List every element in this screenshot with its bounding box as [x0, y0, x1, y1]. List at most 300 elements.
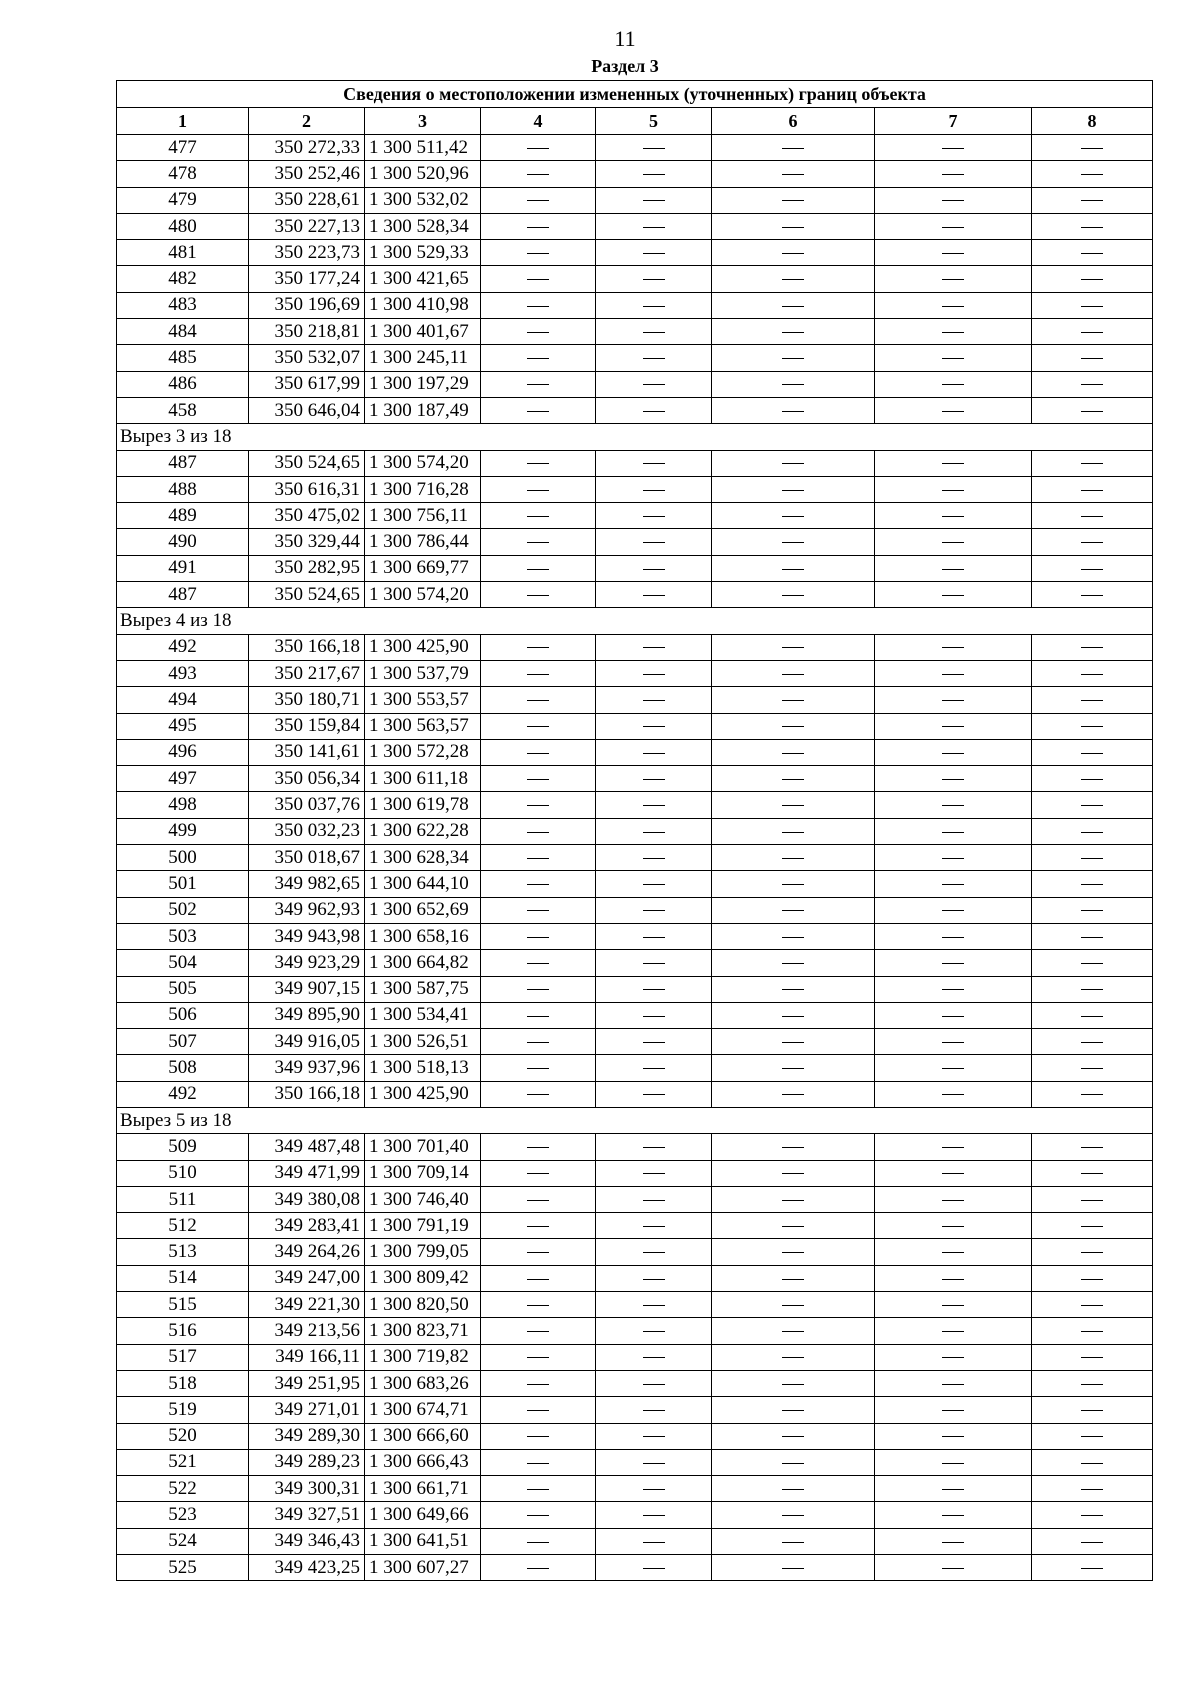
- empty-mark: [782, 1094, 804, 1095]
- empty-value-cell: [596, 713, 712, 739]
- empty-value-cell: [712, 529, 875, 555]
- empty-mark: [527, 989, 549, 990]
- empty-value-cell: [596, 1239, 712, 1265]
- empty-value-cell: [596, 1423, 712, 1449]
- empty-mark: [942, 1016, 964, 1017]
- empty-value-cell: [596, 555, 712, 581]
- empty-value-cell: [481, 240, 596, 266]
- empty-value-cell: [481, 529, 596, 555]
- y-coordinate-cell: 1 300 746,40: [365, 1186, 481, 1212]
- empty-value-cell: [481, 739, 596, 765]
- y-coordinate-cell: 1 300 526,51: [365, 1029, 481, 1055]
- x-coordinate-cell: 349 300,31: [249, 1476, 365, 1502]
- empty-mark: [942, 227, 964, 228]
- empty-mark: [527, 1252, 549, 1253]
- empty-mark: [527, 516, 549, 517]
- empty-value-cell: [481, 1213, 596, 1239]
- empty-mark: [527, 200, 549, 201]
- point-number-cell: 517: [117, 1344, 249, 1370]
- empty-mark: [782, 200, 804, 201]
- empty-value-cell: [1032, 1344, 1153, 1370]
- table-row: [117, 1239, 1153, 1265]
- empty-mark: [782, 174, 804, 175]
- y-coordinate-cell: 1 300 574,20: [365, 582, 481, 608]
- point-number-cell: 519: [117, 1397, 249, 1423]
- empty-mark: [643, 1147, 665, 1148]
- empty-mark: [643, 595, 665, 596]
- point-number-cell: 477: [117, 135, 249, 161]
- empty-value-cell: [596, 529, 712, 555]
- empty-value-cell: [1032, 739, 1153, 765]
- empty-mark: [1081, 700, 1103, 701]
- empty-value-cell: [712, 1423, 875, 1449]
- x-coordinate-cell: 349 346,43: [249, 1528, 365, 1554]
- empty-mark: [643, 1252, 665, 1253]
- empty-value-cell: [712, 240, 875, 266]
- empty-mark: [942, 1331, 964, 1332]
- y-coordinate-cell: 1 300 518,13: [365, 1055, 481, 1081]
- table-row: [117, 1134, 1153, 1160]
- x-coordinate-cell: 349 327,51: [249, 1502, 365, 1528]
- empty-value-cell: [875, 503, 1032, 529]
- empty-mark: [942, 253, 964, 254]
- x-coordinate-cell: 349 962,93: [249, 897, 365, 923]
- empty-mark: [527, 1542, 549, 1543]
- column-header: 1: [117, 108, 249, 135]
- empty-mark: [782, 674, 804, 675]
- y-coordinate-cell: 1 300 719,82: [365, 1344, 481, 1370]
- empty-value-cell: [712, 923, 875, 949]
- empty-value-cell: [875, 1423, 1032, 1449]
- empty-mark: [942, 174, 964, 175]
- empty-mark: [527, 674, 549, 675]
- empty-mark: [643, 148, 665, 149]
- empty-mark: [1081, 595, 1103, 596]
- empty-value-cell: [481, 1239, 596, 1265]
- table-row: [117, 292, 1153, 318]
- empty-mark: [782, 1542, 804, 1543]
- empty-mark: [527, 858, 549, 859]
- empty-mark: [782, 253, 804, 254]
- empty-value-cell: [481, 450, 596, 476]
- cutout-label: Вырез 5 из 18: [117, 1107, 1153, 1133]
- empty-mark: [942, 779, 964, 780]
- empty-mark: [1081, 1463, 1103, 1464]
- empty-value-cell: [596, 161, 712, 187]
- empty-mark: [1081, 1147, 1103, 1148]
- empty-mark: [1081, 937, 1103, 938]
- point-number-cell: 506: [117, 1002, 249, 1028]
- empty-mark: [643, 1200, 665, 1201]
- empty-mark: [1081, 726, 1103, 727]
- empty-value-cell: [875, 871, 1032, 897]
- empty-mark: [782, 753, 804, 754]
- x-coordinate-cell: 350 166,18: [249, 634, 365, 660]
- x-coordinate-cell: 349 895,90: [249, 1002, 365, 1028]
- empty-mark: [527, 1305, 549, 1306]
- empty-mark: [527, 884, 549, 885]
- empty-mark: [643, 516, 665, 517]
- x-coordinate-cell: 349 251,95: [249, 1370, 365, 1396]
- empty-mark: [527, 332, 549, 333]
- empty-mark: [1081, 569, 1103, 570]
- table-row: [117, 161, 1153, 187]
- y-coordinate-cell: 1 300 658,16: [365, 923, 481, 949]
- empty-value-cell: [712, 1081, 875, 1107]
- empty-value-cell: [1032, 187, 1153, 213]
- table-row: [117, 555, 1153, 581]
- table-row: [117, 634, 1153, 660]
- empty-mark: [527, 1042, 549, 1043]
- empty-value-cell: [596, 1370, 712, 1396]
- table-row: [117, 1265, 1153, 1291]
- y-coordinate-cell: 1 300 666,60: [365, 1423, 481, 1449]
- table-row: [117, 1344, 1153, 1370]
- empty-value-cell: [596, 871, 712, 897]
- empty-mark: [527, 910, 549, 911]
- empty-value-cell: [596, 818, 712, 844]
- empty-value-cell: [596, 371, 712, 397]
- table-row: [117, 240, 1153, 266]
- empty-mark: [527, 1568, 549, 1569]
- empty-value-cell: [712, 1555, 875, 1581]
- empty-value-cell: [712, 660, 875, 686]
- empty-mark: [942, 1436, 964, 1437]
- empty-value-cell: [712, 503, 875, 529]
- empty-value-cell: [596, 450, 712, 476]
- empty-value-cell: [1032, 319, 1153, 345]
- table-row: [117, 345, 1153, 371]
- empty-mark: [1081, 253, 1103, 254]
- y-coordinate-cell: 1 300 607,27: [365, 1555, 481, 1581]
- empty-value-cell: [1032, 1423, 1153, 1449]
- x-coordinate-cell: 349 289,23: [249, 1449, 365, 1475]
- point-number-cell: 502: [117, 897, 249, 923]
- table-row: [117, 213, 1153, 239]
- empty-mark: [942, 358, 964, 359]
- x-coordinate-cell: 349 943,98: [249, 923, 365, 949]
- empty-value-cell: [481, 555, 596, 581]
- empty-value-cell: [712, 1213, 875, 1239]
- empty-value-cell: [481, 1528, 596, 1554]
- empty-mark: [782, 1252, 804, 1253]
- empty-value-cell: [875, 476, 1032, 502]
- y-coordinate-cell: 1 300 644,10: [365, 871, 481, 897]
- empty-mark: [527, 1094, 549, 1095]
- empty-value-cell: [875, 161, 1032, 187]
- empty-mark: [1081, 963, 1103, 964]
- x-coordinate-cell: 350 177,24: [249, 266, 365, 292]
- empty-value-cell: [712, 397, 875, 423]
- empty-mark: [527, 647, 549, 648]
- y-coordinate-cell: 1 300 532,02: [365, 187, 481, 213]
- empty-mark: [527, 358, 549, 359]
- empty-mark: [1081, 989, 1103, 990]
- y-coordinate-cell: 1 300 611,18: [365, 766, 481, 792]
- y-coordinate-cell: 1 300 809,42: [365, 1265, 481, 1291]
- empty-mark: [782, 358, 804, 359]
- empty-mark: [782, 595, 804, 596]
- x-coordinate-cell: 350 056,34: [249, 766, 365, 792]
- empty-mark: [942, 858, 964, 859]
- y-coordinate-cell: 1 300 563,57: [365, 713, 481, 739]
- empty-mark: [942, 1410, 964, 1411]
- empty-value-cell: [596, 687, 712, 713]
- empty-value-cell: [596, 950, 712, 976]
- empty-value-cell: [712, 1528, 875, 1554]
- empty-mark: [782, 963, 804, 964]
- empty-value-cell: [875, 1292, 1032, 1318]
- empty-mark: [942, 1515, 964, 1516]
- y-coordinate-cell: 1 300 701,40: [365, 1134, 481, 1160]
- empty-value-cell: [875, 292, 1032, 318]
- point-number-cell: 514: [117, 1265, 249, 1291]
- empty-mark: [643, 963, 665, 964]
- point-number-cell: 478: [117, 161, 249, 187]
- empty-mark: [643, 858, 665, 859]
- empty-value-cell: [481, 950, 596, 976]
- empty-value-cell: [875, 739, 1032, 765]
- empty-mark: [782, 647, 804, 648]
- empty-mark: [942, 1147, 964, 1148]
- empty-value-cell: [481, 1502, 596, 1528]
- x-coordinate-cell: 350 228,61: [249, 187, 365, 213]
- empty-value-cell: [712, 1318, 875, 1344]
- empty-value-cell: [596, 135, 712, 161]
- empty-mark: [782, 1068, 804, 1069]
- empty-value-cell: [481, 1055, 596, 1081]
- empty-value-cell: [875, 450, 1032, 476]
- point-number-cell: 498: [117, 792, 249, 818]
- table-row: [117, 266, 1153, 292]
- point-number-cell: 520: [117, 1423, 249, 1449]
- empty-mark: [643, 1357, 665, 1358]
- y-coordinate-cell: 1 300 511,42: [365, 135, 481, 161]
- empty-mark: [643, 1410, 665, 1411]
- empty-mark: [782, 569, 804, 570]
- point-number-cell: 493: [117, 660, 249, 686]
- table-row: [117, 1213, 1153, 1239]
- y-coordinate-cell: 1 300 529,33: [365, 240, 481, 266]
- empty-mark: [1081, 358, 1103, 359]
- empty-value-cell: [1032, 1370, 1153, 1396]
- cutout-group-row: [117, 424, 1153, 450]
- table-row: [117, 135, 1153, 161]
- empty-mark: [942, 411, 964, 412]
- empty-value-cell: [875, 1370, 1032, 1396]
- empty-value-cell: [1032, 1318, 1153, 1344]
- x-coordinate-cell: 350 159,84: [249, 713, 365, 739]
- empty-value-cell: [481, 1002, 596, 1028]
- empty-value-cell: [481, 135, 596, 161]
- empty-mark: [527, 937, 549, 938]
- empty-value-cell: [596, 1555, 712, 1581]
- empty-value-cell: [1032, 1029, 1153, 1055]
- empty-mark: [643, 989, 665, 990]
- empty-mark: [782, 490, 804, 491]
- empty-value-cell: [712, 687, 875, 713]
- table-row: [117, 818, 1153, 844]
- empty-mark: [1081, 1279, 1103, 1280]
- x-coordinate-cell: 349 487,48: [249, 1134, 365, 1160]
- y-coordinate-cell: 1 300 649,66: [365, 1502, 481, 1528]
- empty-value-cell: [596, 266, 712, 292]
- x-coordinate-cell: 349 213,56: [249, 1318, 365, 1344]
- empty-mark: [527, 1384, 549, 1385]
- x-coordinate-cell: 349 423,25: [249, 1555, 365, 1581]
- point-number-cell: 490: [117, 529, 249, 555]
- empty-mark: [527, 1331, 549, 1332]
- empty-value-cell: [1032, 766, 1153, 792]
- point-number-cell: 511: [117, 1186, 249, 1212]
- empty-mark: [1081, 1384, 1103, 1385]
- y-coordinate-cell: 1 300 410,98: [365, 292, 481, 318]
- empty-mark: [782, 937, 804, 938]
- empty-value-cell: [712, 555, 875, 581]
- empty-value-cell: [1032, 871, 1153, 897]
- table-row: [117, 923, 1153, 949]
- point-number-cell: 481: [117, 240, 249, 266]
- empty-mark: [1081, 1515, 1103, 1516]
- point-number-cell: 497: [117, 766, 249, 792]
- table-row: [117, 897, 1153, 923]
- empty-value-cell: [712, 871, 875, 897]
- empty-mark: [643, 726, 665, 727]
- empty-mark: [527, 1410, 549, 1411]
- empty-mark: [1081, 1226, 1103, 1227]
- table-row: [117, 687, 1153, 713]
- point-number-cell: 484: [117, 319, 249, 345]
- y-coordinate-cell: 1 300 756,11: [365, 503, 481, 529]
- x-coordinate-cell: 350 524,65: [249, 450, 365, 476]
- table-header-row: [117, 108, 1153, 135]
- empty-mark: [527, 805, 549, 806]
- empty-value-cell: [712, 1502, 875, 1528]
- empty-value-cell: [875, 1213, 1032, 1239]
- empty-mark: [942, 1305, 964, 1306]
- empty-mark: [643, 1542, 665, 1543]
- empty-mark: [643, 463, 665, 464]
- empty-value-cell: [596, 1318, 712, 1344]
- empty-mark: [782, 884, 804, 885]
- point-number-cell: 510: [117, 1160, 249, 1186]
- empty-mark: [782, 1515, 804, 1516]
- empty-mark: [782, 1410, 804, 1411]
- y-coordinate-cell: 1 300 641,51: [365, 1528, 481, 1554]
- empty-mark: [942, 1042, 964, 1043]
- empty-mark: [643, 884, 665, 885]
- empty-mark: [527, 174, 549, 175]
- empty-mark: [782, 463, 804, 464]
- empty-value-cell: [1032, 1528, 1153, 1554]
- table-row: [117, 1476, 1153, 1502]
- table-caption-row: [117, 81, 1153, 108]
- empty-value-cell: [481, 161, 596, 187]
- empty-value-cell: [596, 1502, 712, 1528]
- empty-value-cell: [596, 1528, 712, 1554]
- empty-mark: [643, 647, 665, 648]
- empty-value-cell: [481, 1081, 596, 1107]
- empty-mark: [527, 1068, 549, 1069]
- empty-value-cell: [712, 1029, 875, 1055]
- table-row: [117, 529, 1153, 555]
- point-number-cell: 508: [117, 1055, 249, 1081]
- empty-mark: [1081, 1410, 1103, 1411]
- x-coordinate-cell: 350 166,18: [249, 1081, 365, 1107]
- empty-value-cell: [712, 1449, 875, 1475]
- y-coordinate-cell: 1 300 574,20: [365, 450, 481, 476]
- empty-mark: [527, 1147, 549, 1148]
- y-coordinate-cell: 1 300 791,19: [365, 1213, 481, 1239]
- empty-value-cell: [712, 1265, 875, 1291]
- empty-value-cell: [712, 135, 875, 161]
- empty-value-cell: [875, 240, 1032, 266]
- empty-value-cell: [1032, 1239, 1153, 1265]
- empty-value-cell: [481, 792, 596, 818]
- point-number-cell: 487: [117, 450, 249, 476]
- empty-value-cell: [875, 897, 1032, 923]
- empty-mark: [782, 332, 804, 333]
- empty-value-cell: [875, 1081, 1032, 1107]
- empty-value-cell: [712, 1344, 875, 1370]
- empty-mark: [942, 989, 964, 990]
- empty-mark: [782, 1042, 804, 1043]
- empty-value-cell: [481, 1449, 596, 1475]
- empty-mark: [1081, 384, 1103, 385]
- empty-mark: [1081, 805, 1103, 806]
- x-coordinate-cell: 350 617,99: [249, 371, 365, 397]
- point-number-cell: 504: [117, 950, 249, 976]
- x-coordinate-cell: 349 283,41: [249, 1213, 365, 1239]
- empty-value-cell: [712, 1239, 875, 1265]
- empty-mark: [782, 1463, 804, 1464]
- empty-value-cell: [596, 319, 712, 345]
- empty-value-cell: [481, 292, 596, 318]
- empty-value-cell: [596, 1055, 712, 1081]
- empty-mark: [942, 726, 964, 727]
- point-number-cell: 505: [117, 976, 249, 1002]
- empty-value-cell: [1032, 555, 1153, 581]
- empty-mark: [643, 1173, 665, 1174]
- empty-mark: [942, 1279, 964, 1280]
- empty-mark: [527, 569, 549, 570]
- empty-mark: [782, 516, 804, 517]
- point-number-cell: 503: [117, 923, 249, 949]
- empty-mark: [643, 910, 665, 911]
- x-coordinate-cell: 350 646,04: [249, 397, 365, 423]
- table-row: [117, 1002, 1153, 1028]
- empty-mark: [782, 1200, 804, 1201]
- empty-value-cell: [875, 845, 1032, 871]
- empty-mark: [782, 726, 804, 727]
- empty-mark: [942, 463, 964, 464]
- empty-mark: [527, 1515, 549, 1516]
- x-coordinate-cell: 350 018,67: [249, 845, 365, 871]
- empty-value-cell: [875, 1160, 1032, 1186]
- empty-mark: [1081, 306, 1103, 307]
- empty-value-cell: [875, 792, 1032, 818]
- point-number-cell: 489: [117, 503, 249, 529]
- empty-mark: [782, 989, 804, 990]
- empty-mark: [643, 1384, 665, 1385]
- point-number-cell: 512: [117, 1213, 249, 1239]
- empty-mark: [643, 674, 665, 675]
- empty-value-cell: [596, 582, 712, 608]
- empty-mark: [527, 542, 549, 543]
- empty-mark: [643, 700, 665, 701]
- x-coordinate-cell: 350 272,33: [249, 135, 365, 161]
- empty-value-cell: [596, 766, 712, 792]
